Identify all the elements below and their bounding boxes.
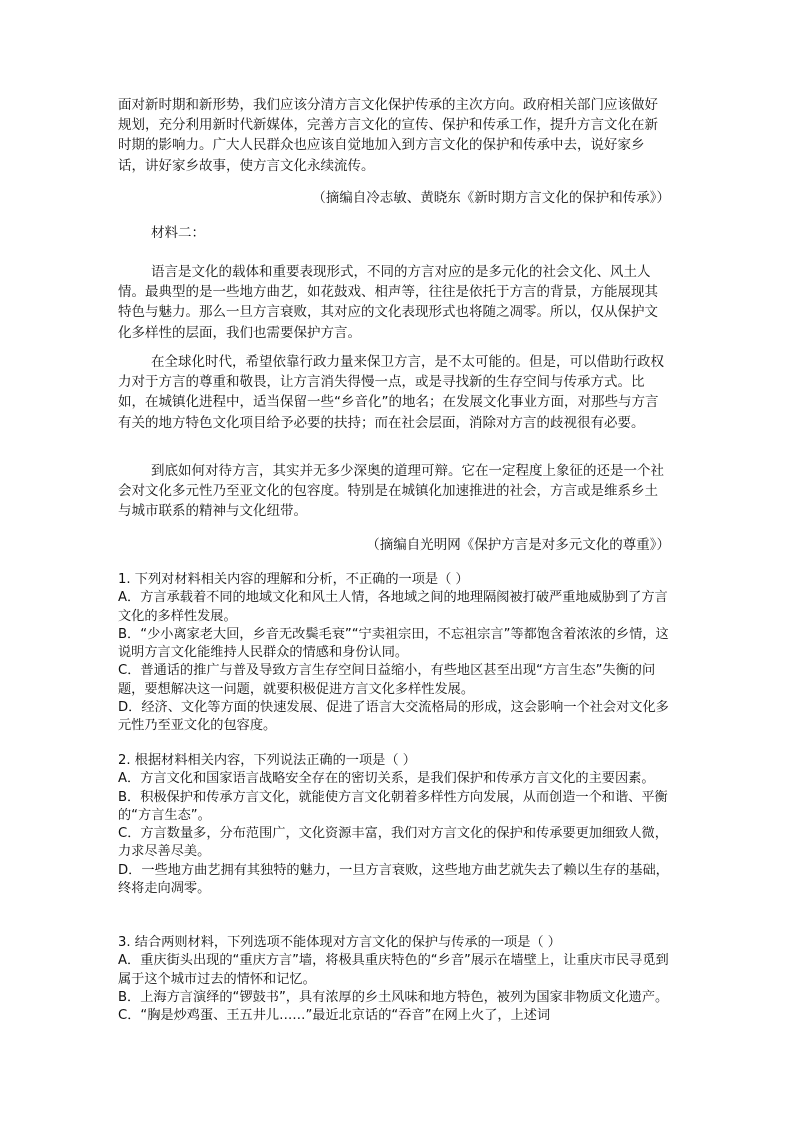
question-1 <box>118 571 670 736</box>
material-two-paragraph-2: 在全球化时代，希望依靠行政力量来保卫方言，是不太可能的。但是，可以借助行政权力对于方言的尊重和敬畏，让方言消失得慢一点，或是寻找新的生存空间与传承方式。比如，在城镇化进程中，适当保留一些“乡音化”的地名；在发展文化事业方面，对那些与方言有关的地方特色文化项目给予必要的扶持；而在社会层面，消除对方言的歧视很有必要。 <box>118 354 664 431</box>
option-d: D．一些地方曲艺拥有其独特的魅力，一旦方言衰败，这些地方曲艺就失去了赖以生存的基础，终将走向凋零。 <box>118 862 669 897</box>
option-a: A．方言文化和国家语言战略安全存在的密切关系，是我们保护和传承方言文化的主要因素。 <box>118 771 655 787</box>
material-one-closing-paragraph: 面对新时期和新形势，我们应该分清方言文化保护传承的主次方向。政府相关部门应该做好规划，充分利用新时代新媒体，完善方言文化的宣传、保护和传承工作，提升方言文化在新时期的影响力。广大人民群众也应该自觉地加入到方言文化的保护和传承中去，说好家乡话，讲好家乡故事，使方言文化永续流传。 <box>118 97 658 174</box>
option-a: A．重庆街头出现的“重庆方言”墙，将极具重庆特色的“乡音”展示在墙壁上，让重庆市民寻觅到属于这个城市过去的情怀和记忆。 <box>118 953 669 987</box>
question-2 <box>118 752 670 898</box>
question-stem: 3. 结合两则材料，下列选项不能体现对方言文化的保护与传承的一项是（ ） <box>118 935 561 950</box>
option-d: D．经济、文化等方面的快速发展、促进了语言大交流格局的形成，这会影响一个社会对文化多元性乃至亚文化的包容度。 <box>118 700 669 734</box>
material-two-paragraph-3: 到底如何对待方言，其实并无多少深奥的道理可辩。它在一定程度上象征的还是一个社会对文化多元性乃至亚文化的包容度。特别是在城镇化加速推进的社会，方言或是维系乡土与城市联系的精神与文化纽带。 <box>118 463 664 520</box>
material-two-paragraph-1: 语言是文化的载体和重要表现形式，不同的方言对应的是多元化的社会文化、风土人情。最典型的是一些地方曲艺，如花鼓戏、相声等，往往是依托于方言的背景，方能展现其特色与魅力。那么一旦方言衰败，其对应的文化表现形式也将随之凋零。所以，仅从保护文化多样性的层面，我们也需要保护方言。 <box>118 264 658 341</box>
option-c: C．方言数量多，分布范围广，文化资源丰富，我们对方言文化的保护和传承要更加细致人微，力求尽善尽美。 <box>118 826 668 860</box>
source-citation-one: （摘编自冷志敏、黄晓东《新时期方言文化的保护和传承》） <box>312 190 670 206</box>
material-two-heading: 材料二： <box>151 225 205 241</box>
question-stem: 2. 根据材料相关内容，下列说法正确的一项是（ ） <box>118 753 416 768</box>
option-a: A．方言承载着不同的地域文化和风土人情，各地域之间的地理隔阂被打破严重地威胁到了方言文化的多样性发展。 <box>118 590 668 624</box>
option-b: B．积极保护和传承方言文化，就能使方言文化朝着多样性方向发展，从而创造一个和谐、平衡的“方言生态”。 <box>118 789 668 823</box>
question-stem: 1. 下列对材料相关内容的理解和分析，不正确的一项是（ ） <box>118 572 469 587</box>
question-3 <box>118 934 670 1025</box>
option-b-and-c: B．上海方言演绎的“锣鼓书”，具有浓厚的乡土风味和地方特色，被列为国家非物质文化遗产。 C．“胸是炒鸡蛋、王五井儿……”最近北京话的“吞音”在网上火了，上述词 <box>118 989 669 1024</box>
option-c: C．普通话的推广与普及导致方言生存空间日益缩小，有些地区甚至出现“方言生态”失衡的问题，要想解决这一问题，就要积极促进方言文化多样性发展。 <box>118 663 656 697</box>
option-b: B．“少小离家老大回，乡音无改鬓毛衰”“宁卖祖宗田，不忘祖宗言”等都饱含着浓浓的乡情，这说明方言文化能维持人民群众的情感和身份认同。 <box>118 626 669 661</box>
source-citation-two: （摘编自光明网《保护方言是对多元文化的尊重》） <box>366 537 670 553</box>
